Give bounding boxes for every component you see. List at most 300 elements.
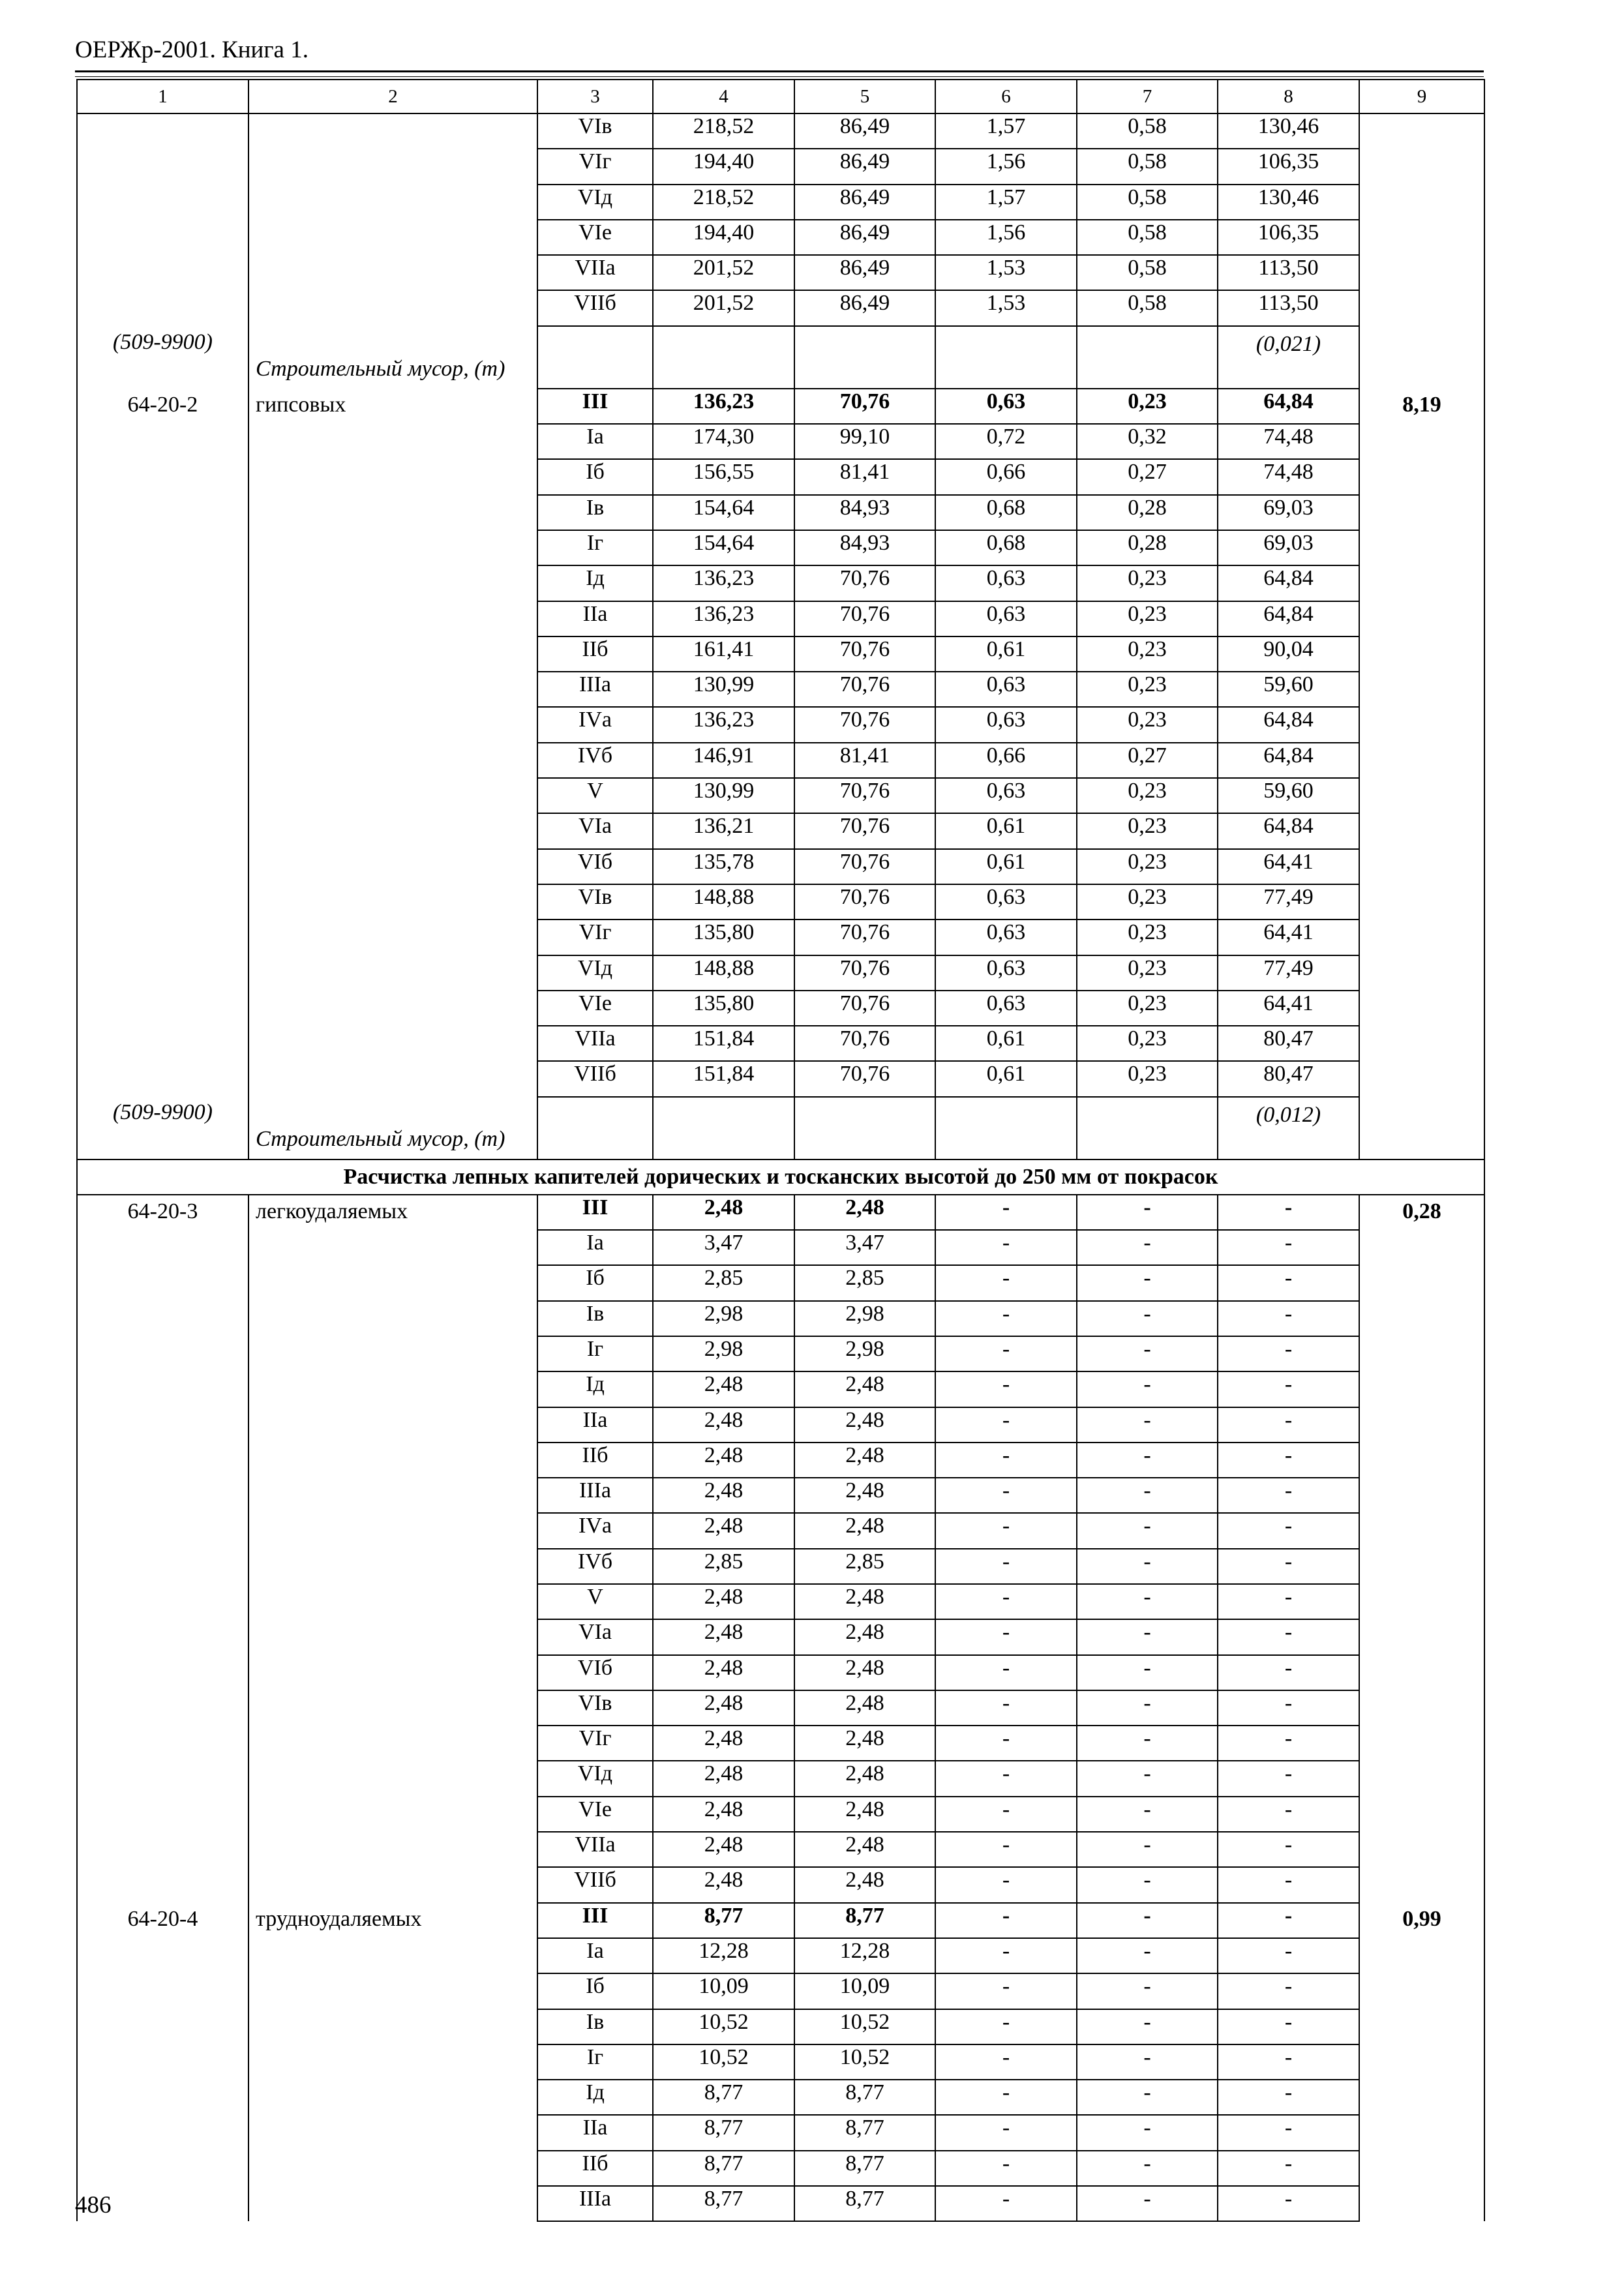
value-cell: 130,99	[653, 778, 794, 813]
zone-cell: VIIб	[537, 290, 653, 325]
trash-empty	[537, 1097, 653, 1159]
value-cell: 2,48	[653, 1655, 794, 1690]
value-cell: 0,61	[935, 1026, 1077, 1061]
zone-cell: IIа	[537, 601, 653, 636]
value-cell: 194,40	[653, 220, 794, 255]
value-cell: 10,52	[794, 2044, 935, 2080]
value-cell: 2,48	[794, 1478, 935, 1513]
value-cell: -	[1218, 1407, 1359, 1443]
value-cell: 194,40	[653, 149, 794, 184]
value-cell: 2,48	[653, 1371, 794, 1407]
value-cell: 70,76	[794, 955, 935, 991]
value-cell: 0,58	[1077, 149, 1218, 184]
value-cell: 86,49	[794, 149, 935, 184]
zone-cell: VIе	[537, 1797, 653, 1832]
value-cell: -	[1077, 1832, 1218, 1867]
zone-cell: Iг	[537, 2044, 653, 2080]
zone-cell: IIIа	[537, 2186, 653, 2221]
zone-cell: Iа	[537, 1230, 653, 1265]
value-cell: 151,84	[653, 1061, 794, 1096]
running-header: ОЕРЖр-2001. Книга 1.	[75, 37, 308, 63]
table-row	[77, 1195, 1484, 1230]
rate-code: 64-20-4	[77, 1903, 248, 2222]
value-cell: -	[1218, 1265, 1359, 1300]
zone-cell: IIа	[537, 1407, 653, 1443]
value-cell: 130,99	[653, 672, 794, 707]
value-cell: 2,48	[653, 1726, 794, 1761]
value-cell: 218,52	[653, 185, 794, 220]
value-cell: -	[935, 1797, 1077, 1832]
value-cell: 2,48	[794, 1407, 935, 1443]
zone-cell: VIIа	[537, 255, 653, 290]
table-row	[77, 389, 1484, 424]
value-cell: 86,49	[794, 185, 935, 220]
value-cell: -	[935, 2009, 1077, 2044]
value-cell: 201,52	[653, 290, 794, 325]
value-cell: -	[935, 2044, 1077, 2080]
zone-cell: IIб	[537, 2151, 653, 2186]
value-cell: -	[1218, 1797, 1359, 1832]
zone-cell: Iд	[537, 2080, 653, 2115]
zone-cell: VIIа	[537, 1026, 653, 1061]
value-cell: -	[1218, 1619, 1359, 1654]
value-cell: -	[1077, 1655, 1218, 1690]
value-cell: 59,60	[1218, 778, 1359, 813]
value-cell: 0,63	[935, 920, 1077, 955]
value-cell: 64,84	[1218, 389, 1359, 424]
value-cell: -	[1077, 1301, 1218, 1336]
value-cell: 0,63	[935, 955, 1077, 991]
value-cell: 2,85	[653, 1265, 794, 1300]
value-cell: -	[1218, 2115, 1359, 2150]
zone-cell: Iд	[537, 565, 653, 601]
value-cell: 0,32	[1077, 424, 1218, 459]
value-cell: 2,48	[653, 1195, 794, 1230]
value-cell: 2,48	[653, 1867, 794, 1902]
zone-cell: III	[537, 389, 653, 424]
value-cell: 0,23	[1077, 1061, 1218, 1096]
table-body	[77, 80, 1484, 2221]
zone-cell: Iв	[537, 1301, 653, 1336]
value-cell: 70,76	[794, 636, 935, 672]
value-cell: 12,28	[653, 1938, 794, 1973]
value-cell: 135,78	[653, 849, 794, 884]
value-cell: -	[935, 2115, 1077, 2150]
value-cell: -	[935, 1371, 1077, 1407]
value-cell: 2,48	[653, 1832, 794, 1867]
zone-cell: IVа	[537, 1513, 653, 1548]
value-cell: 0,23	[1077, 389, 1218, 424]
value-cell: 0,23	[1077, 920, 1218, 955]
value-cell: 0,23	[1077, 778, 1218, 813]
value-cell: 161,41	[653, 636, 794, 672]
value-cell: -	[1218, 1230, 1359, 1265]
value-cell: 70,76	[794, 707, 935, 742]
value-cell: -	[1218, 2009, 1359, 2044]
value-cell: 2,48	[653, 1513, 794, 1548]
value-cell: 70,76	[794, 778, 935, 813]
value-cell: 0,58	[1077, 255, 1218, 290]
value-cell: 2,48	[794, 1832, 935, 1867]
value-cell: 2,48	[794, 1513, 935, 1548]
value-cell: 77,49	[1218, 955, 1359, 991]
zone-cell: IIIа	[537, 1478, 653, 1513]
value-cell: 90,04	[1218, 636, 1359, 672]
zone-cell: VIа	[537, 813, 653, 848]
zone-cell: Iд	[537, 1371, 653, 1407]
value-cell: -	[1218, 1938, 1359, 1973]
value-cell: 2,48	[794, 1443, 935, 1478]
zone-cell: Iа	[537, 424, 653, 459]
trash-code: (509-9900)	[113, 329, 213, 354]
value-cell: -	[1077, 1195, 1218, 1230]
value-cell: 84,93	[794, 495, 935, 530]
table-row	[77, 113, 1484, 149]
value-cell: 64,84	[1218, 707, 1359, 742]
value-cell: 81,41	[794, 743, 935, 778]
zone-cell: VIг	[537, 1726, 653, 1761]
value-cell: -	[1077, 1549, 1218, 1584]
zone-cell: III	[537, 1195, 653, 1230]
value-cell: 136,21	[653, 813, 794, 848]
value-cell: 70,76	[794, 565, 935, 601]
value-cell: 2,48	[794, 1797, 935, 1832]
zone-cell: Iг	[537, 530, 653, 565]
zone-cell: VIIб	[537, 1061, 653, 1096]
value-cell: -	[1077, 1407, 1218, 1443]
value-cell: -	[1077, 2044, 1218, 2080]
value-cell: 80,47	[1218, 1061, 1359, 1096]
value-cell: 10,09	[653, 1973, 794, 2009]
value-cell: 0,66	[935, 743, 1077, 778]
value-cell: -	[1077, 1265, 1218, 1300]
value-cell: 8,77	[794, 1903, 935, 1938]
value-cell: 59,60	[1218, 672, 1359, 707]
value-cell: 0,23	[1077, 707, 1218, 742]
value-cell: 70,76	[794, 1061, 935, 1096]
value-cell: 0,63	[935, 565, 1077, 601]
column-number: 7	[1077, 80, 1218, 113]
value-cell: 174,30	[653, 424, 794, 459]
column-number: 6	[935, 80, 1077, 113]
value-cell: 135,80	[653, 920, 794, 955]
zone-cell: VIб	[537, 1655, 653, 1690]
zone-cell: VIIа	[537, 1832, 653, 1867]
value-cell: 74,48	[1218, 459, 1359, 494]
value-cell: 80,47	[1218, 1026, 1359, 1061]
column-number: 5	[794, 80, 935, 113]
value-cell: 106,35	[1218, 220, 1359, 255]
value-cell: -	[1218, 1832, 1359, 1867]
value-cell: 0,61	[935, 849, 1077, 884]
value-cell: 8,77	[794, 2186, 935, 2221]
value-cell: 1,56	[935, 149, 1077, 184]
value-cell: 0,58	[1077, 290, 1218, 325]
column-number-row	[77, 80, 1484, 113]
value-cell: -	[935, 1195, 1077, 1230]
value-cell: 0,27	[1077, 459, 1218, 494]
value-cell: 8,77	[794, 2151, 935, 2186]
value-cell: 2,98	[653, 1301, 794, 1336]
labor-total: 0,99	[1359, 1903, 1484, 2222]
value-cell: 8,77	[653, 2186, 794, 2221]
value-cell: 2,48	[653, 1690, 794, 1726]
value-cell: -	[935, 1443, 1077, 1478]
zone-cell: IIа	[537, 2115, 653, 2150]
value-cell: 0,23	[1077, 672, 1218, 707]
value-cell: -	[935, 1230, 1077, 1265]
value-cell: 0,58	[1077, 185, 1218, 220]
value-cell: 0,58	[1077, 113, 1218, 149]
zone-cell: VIб	[537, 849, 653, 884]
value-cell: -	[1077, 1797, 1218, 1832]
value-cell: 2,48	[794, 1726, 935, 1761]
value-cell: 70,76	[794, 991, 935, 1026]
value-cell: 86,49	[794, 220, 935, 255]
zone-cell: VIв	[537, 884, 653, 920]
value-cell: 10,52	[794, 2009, 935, 2044]
value-cell: 136,23	[653, 601, 794, 636]
value-cell: 0,23	[1077, 813, 1218, 848]
zone-cell: Iб	[537, 1973, 653, 2009]
value-cell: 2,48	[794, 1690, 935, 1726]
value-cell: -	[1077, 1371, 1218, 1407]
value-cell: -	[935, 2080, 1077, 2115]
value-cell: -	[935, 1938, 1077, 1973]
labor-total: 0,28	[1359, 1195, 1484, 1903]
trash-empty	[935, 1097, 1077, 1159]
value-cell: -	[1077, 2009, 1218, 2044]
value-cell: -	[1077, 1443, 1218, 1478]
value-cell: 64,84	[1218, 813, 1359, 848]
zone-cell: VIд	[537, 185, 653, 220]
zone-cell: VIг	[537, 149, 653, 184]
trash-empty	[794, 326, 935, 389]
value-cell: -	[935, 1513, 1077, 1548]
value-cell: -	[935, 1619, 1077, 1654]
value-cell: 12,28	[794, 1938, 935, 1973]
value-cell: -	[935, 1903, 1077, 1938]
work-name: легкоудаляемых	[248, 1195, 537, 1903]
zone-cell: VIг	[537, 920, 653, 955]
zone-cell: VIд	[537, 955, 653, 991]
value-cell: 218,52	[653, 113, 794, 149]
value-cell: 0,28	[1077, 495, 1218, 530]
value-cell: -	[1218, 1443, 1359, 1478]
value-cell: 0,72	[935, 424, 1077, 459]
value-cell: 70,76	[794, 601, 935, 636]
value-cell: 0,58	[1077, 220, 1218, 255]
value-cell: 0,68	[935, 495, 1077, 530]
value-cell: -	[935, 1973, 1077, 2009]
value-cell: 130,46	[1218, 185, 1359, 220]
value-cell: 2,48	[794, 1371, 935, 1407]
value-cell: 70,76	[794, 849, 935, 884]
value-cell: 8,77	[653, 2080, 794, 2115]
work-name: трудноудаляемых	[248, 1903, 537, 2222]
value-cell: 0,23	[1077, 991, 1218, 1026]
column-number: 1	[77, 80, 248, 113]
value-cell: 1,53	[935, 255, 1077, 290]
value-cell: 113,50	[1218, 255, 1359, 290]
value-cell: -	[1218, 2044, 1359, 2080]
value-cell: 0,63	[935, 884, 1077, 920]
value-cell: 0,23	[1077, 636, 1218, 672]
zone-cell: IIIа	[537, 672, 653, 707]
zone-cell: Iв	[537, 2009, 653, 2044]
zone-cell: VIе	[537, 991, 653, 1026]
value-cell: 2,85	[794, 1265, 935, 1300]
value-cell: 135,80	[653, 991, 794, 1026]
value-cell: -	[1077, 1619, 1218, 1654]
value-cell: -	[1218, 1371, 1359, 1407]
value-cell: -	[1077, 1867, 1218, 1902]
value-cell: -	[935, 1265, 1077, 1300]
value-cell: 2,48	[653, 1443, 794, 1478]
value-cell: -	[935, 2151, 1077, 2186]
zone-cell: IVб	[537, 743, 653, 778]
value-cell: 1,53	[935, 290, 1077, 325]
value-cell: 0,23	[1077, 601, 1218, 636]
value-cell: 136,23	[653, 707, 794, 742]
value-cell: -	[1077, 1726, 1218, 1761]
value-cell: 0,63	[935, 389, 1077, 424]
value-cell: 84,93	[794, 530, 935, 565]
value-cell: 64,84	[1218, 601, 1359, 636]
zone-cell: Iб	[537, 1265, 653, 1300]
labor-total: 8,19	[1359, 389, 1484, 1159]
rate-code	[77, 113, 248, 389]
value-cell: 8,77	[653, 1903, 794, 1938]
value-cell: 0,23	[1077, 955, 1218, 991]
value-cell: 130,46	[1218, 113, 1359, 149]
value-cell: 77,49	[1218, 884, 1359, 920]
value-cell: 8,77	[794, 2080, 935, 2115]
zone-cell: VIе	[537, 220, 653, 255]
value-cell: -	[935, 1549, 1077, 1584]
zone-cell: V	[537, 1584, 653, 1619]
value-cell: -	[1218, 1867, 1359, 1902]
value-cell: 64,84	[1218, 565, 1359, 601]
value-cell: -	[935, 2186, 1077, 2221]
labor-total	[1359, 113, 1484, 389]
trash-code: (509-9900)	[113, 1100, 213, 1124]
header-rule-thick	[75, 70, 1484, 72]
value-cell: 0,61	[935, 1061, 1077, 1096]
value-cell: 74,48	[1218, 424, 1359, 459]
value-cell: -	[1218, 1761, 1359, 1796]
trash-empty	[935, 326, 1077, 389]
value-cell: 2,48	[653, 1619, 794, 1654]
value-cell: 1,56	[935, 220, 1077, 255]
value-cell: -	[935, 1761, 1077, 1796]
value-cell: 3,47	[653, 1230, 794, 1265]
rates-table	[76, 79, 1485, 2222]
zone-cell: VIд	[537, 1761, 653, 1796]
value-cell: 2,48	[794, 1619, 935, 1654]
value-cell: 1,57	[935, 185, 1077, 220]
column-number: 2	[248, 80, 537, 113]
page-number: 486	[75, 2192, 112, 2219]
value-cell: 0,23	[1077, 565, 1218, 601]
value-cell: -	[1218, 1584, 1359, 1619]
column-number: 4	[653, 80, 794, 113]
value-cell: 0,27	[1077, 743, 1218, 778]
trash-value: (0,012)	[1218, 1097, 1359, 1159]
value-cell: 2,98	[794, 1336, 935, 1371]
value-cell: -	[935, 1407, 1077, 1443]
value-cell: -	[1218, 1655, 1359, 1690]
value-cell: 136,23	[653, 389, 794, 424]
value-cell: 154,64	[653, 530, 794, 565]
value-cell: 8,77	[794, 2115, 935, 2150]
value-cell: 148,88	[653, 955, 794, 991]
value-cell: -	[1218, 1690, 1359, 1726]
value-cell: 1,57	[935, 113, 1077, 149]
value-cell: -	[1218, 1549, 1359, 1584]
zone-cell: VIв	[537, 1690, 653, 1726]
value-cell: 146,91	[653, 743, 794, 778]
value-cell: -	[1077, 2080, 1218, 2115]
value-cell: 0,63	[935, 991, 1077, 1026]
value-cell: -	[1077, 1903, 1218, 1938]
value-cell: 0,23	[1077, 849, 1218, 884]
value-cell: 2,48	[794, 1761, 935, 1796]
zone-cell: IIб	[537, 636, 653, 672]
value-cell: -	[1077, 1690, 1218, 1726]
zone-cell: IVб	[537, 1549, 653, 1584]
value-cell: -	[1218, 1301, 1359, 1336]
value-cell: 69,03	[1218, 495, 1359, 530]
zone-cell: Iб	[537, 459, 653, 494]
value-cell: 156,55	[653, 459, 794, 494]
trash-empty	[794, 1097, 935, 1159]
value-cell: -	[1077, 1761, 1218, 1796]
value-cell: 2,85	[653, 1549, 794, 1584]
value-cell: 151,84	[653, 1026, 794, 1061]
value-cell: -	[1077, 2151, 1218, 2186]
zone-cell: V	[537, 778, 653, 813]
value-cell: 70,76	[794, 884, 935, 920]
trash-empty	[1077, 326, 1218, 389]
header-rule-thin	[75, 76, 1484, 77]
value-cell: 2,48	[653, 1761, 794, 1796]
column-number: 9	[1359, 80, 1484, 113]
zone-cell: VIв	[537, 113, 653, 149]
value-cell: 2,98	[794, 1301, 935, 1336]
trash-empty	[1077, 1097, 1218, 1159]
value-cell: 99,10	[794, 424, 935, 459]
value-cell: 64,41	[1218, 920, 1359, 955]
value-cell: 0,63	[935, 601, 1077, 636]
value-cell: 2,48	[794, 1655, 935, 1690]
value-cell: 0,63	[935, 707, 1077, 742]
value-cell: -	[935, 1655, 1077, 1690]
value-cell: -	[1218, 1726, 1359, 1761]
value-cell: 2,48	[794, 1584, 935, 1619]
value-cell: 0,63	[935, 778, 1077, 813]
value-cell: -	[935, 1584, 1077, 1619]
value-cell: 8,77	[653, 2115, 794, 2150]
value-cell: 86,49	[794, 290, 935, 325]
value-cell: 0,63	[935, 672, 1077, 707]
value-cell: 154,64	[653, 495, 794, 530]
value-cell: -	[1218, 2186, 1359, 2221]
value-cell: -	[1077, 2115, 1218, 2150]
value-cell: -	[1218, 1513, 1359, 1548]
value-cell: 70,76	[794, 672, 935, 707]
value-cell: 136,23	[653, 565, 794, 601]
